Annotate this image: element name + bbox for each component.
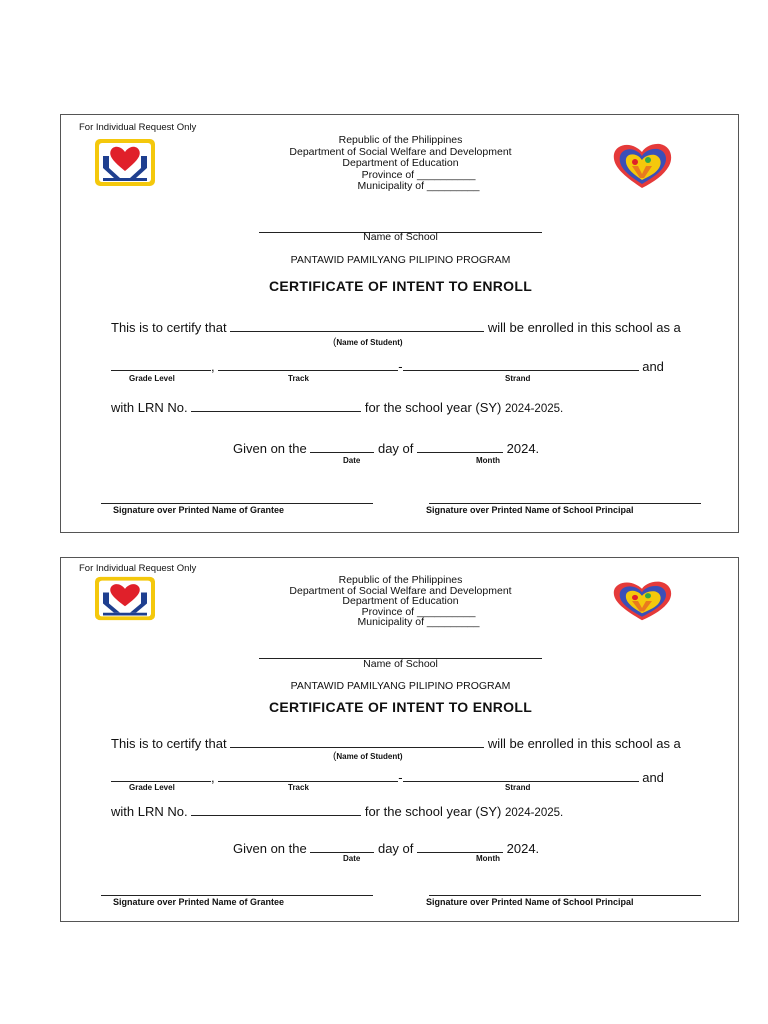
- strand-caption: Strand: [505, 374, 531, 383]
- lrn-post-text: for the school year (SY): [364, 804, 502, 819]
- track-caption: Track: [288, 374, 309, 383]
- header-line: Municipality of _________: [357, 616, 480, 628]
- strand-blank[interactable]: [403, 358, 639, 371]
- given-year: 2024.: [506, 441, 540, 456]
- school-year: 2024-2025.: [505, 807, 564, 819]
- dash-separator: -: [398, 359, 403, 374]
- student-name-caption: (Name of Student): [333, 751, 403, 762]
- school-name-caption: Name of School: [363, 231, 438, 243]
- given-mid-text: day of: [377, 841, 414, 856]
- student-name-caption: (Name of Student): [333, 337, 403, 348]
- strand-blank[interactable]: [403, 769, 639, 782]
- date-blank[interactable]: [310, 840, 374, 853]
- given-mid-text: day of: [377, 441, 414, 456]
- certify-pre-text: This is to certify that: [111, 736, 227, 751]
- certify-post-text: will be enrolled in this school as a: [487, 320, 681, 335]
- month-blank[interactable]: [417, 440, 503, 453]
- lrn-line: [111, 803, 563, 819]
- individual-request-note: For Individual Request Only: [79, 563, 197, 574]
- certify-pre-text: This is to certify that: [111, 320, 227, 335]
- header-line: Department of Social Welfare and Development: [289, 584, 512, 597]
- student-name-blank[interactable]: [230, 735, 484, 748]
- grade-track-strand-line: [111, 769, 664, 785]
- track-blank[interactable]: [218, 769, 398, 782]
- 4ps-heart-logo: [610, 142, 675, 190]
- certify-post-text: will be enrolled in this school as a: [487, 736, 681, 751]
- program-name: PANTAWID PAMILYANG PILIPINO PROGRAM: [290, 680, 511, 692]
- grade-level-blank[interactable]: [111, 358, 211, 371]
- school-name-caption: Name of School: [363, 658, 438, 670]
- student-name-blank[interactable]: [230, 319, 484, 332]
- certify-line: [111, 319, 681, 335]
- lrn-pre-text: with LRN No.: [111, 804, 188, 819]
- 4ps-heart-logo: [610, 580, 675, 622]
- header-line: Province of __________: [361, 605, 476, 618]
- lrn-blank[interactable]: [191, 399, 361, 412]
- dash-separator: -: [398, 770, 403, 785]
- certificate-1: [60, 114, 739, 533]
- and-text: and: [642, 770, 664, 785]
- given-line: [233, 440, 539, 456]
- individual-request-note: For Individual Request Only: [79, 122, 197, 133]
- given-year: 2024.: [506, 841, 540, 856]
- month-blank[interactable]: [417, 840, 503, 853]
- principal-signature-line[interactable]: [429, 895, 701, 896]
- lrn-pre-text: with LRN No.: [111, 400, 188, 415]
- header-line: Municipality of _________: [357, 180, 480, 192]
- program-name: PANTAWID PAMILYANG PILIPINO PROGRAM: [290, 254, 511, 266]
- school-year: 2024-2025.: [505, 403, 564, 415]
- certify-line: [111, 735, 681, 751]
- grade-level-blank[interactable]: [111, 769, 211, 782]
- grantee-signature-caption: Signature over Printed Name of Grantee: [113, 505, 285, 515]
- header-line: Department of Education: [342, 157, 459, 169]
- given-pre-text: Given on the: [233, 441, 307, 456]
- grantee-signature-line[interactable]: [101, 895, 373, 896]
- grantee-signature-line[interactable]: [101, 503, 373, 504]
- grantee-signature-caption: Signature over Printed Name of Grantee: [113, 897, 285, 907]
- track-blank[interactable]: [218, 358, 398, 371]
- date-caption: Date: [343, 854, 361, 863]
- grade-level-caption: Grade Level: [129, 374, 175, 383]
- track-caption: Track: [288, 783, 309, 792]
- header-line: Republic of the Philippines: [338, 134, 463, 146]
- month-caption: Month: [476, 854, 500, 863]
- certificate-2: [60, 557, 739, 922]
- lrn-blank[interactable]: [191, 803, 361, 816]
- comma-separator: ,: [211, 770, 215, 785]
- grade-level-caption: Grade Level: [129, 783, 175, 792]
- comma-separator: ,: [211, 359, 215, 374]
- strand-caption: Strand: [505, 783, 531, 792]
- and-text: and: [642, 359, 664, 374]
- header-line: Department of Education: [342, 595, 459, 607]
- given-pre-text: Given on the: [233, 841, 307, 856]
- header-line: Republic of the Philippines: [338, 574, 463, 586]
- lrn-post-text: for the school year (SY): [364, 400, 502, 415]
- principal-signature-caption: Signature over Printed Name of School Principal: [426, 505, 634, 515]
- certificate-title: CERTIFICATE OF INTENT TO ENROLL: [268, 699, 533, 715]
- principal-signature-line[interactable]: [429, 503, 701, 504]
- lrn-line: [111, 399, 563, 415]
- principal-signature-caption: Signature over Printed Name of School Principal: [426, 897, 634, 907]
- certificate-title: CERTIFICATE OF INTENT TO ENROLL: [268, 278, 533, 294]
- month-caption: Month: [476, 456, 500, 465]
- grade-track-strand-line: [111, 358, 664, 374]
- header-line: Province of __________: [361, 168, 476, 181]
- header-line: Department of Social Welfare and Development: [289, 145, 512, 158]
- date-caption: Date: [343, 456, 361, 465]
- date-blank[interactable]: [310, 440, 374, 453]
